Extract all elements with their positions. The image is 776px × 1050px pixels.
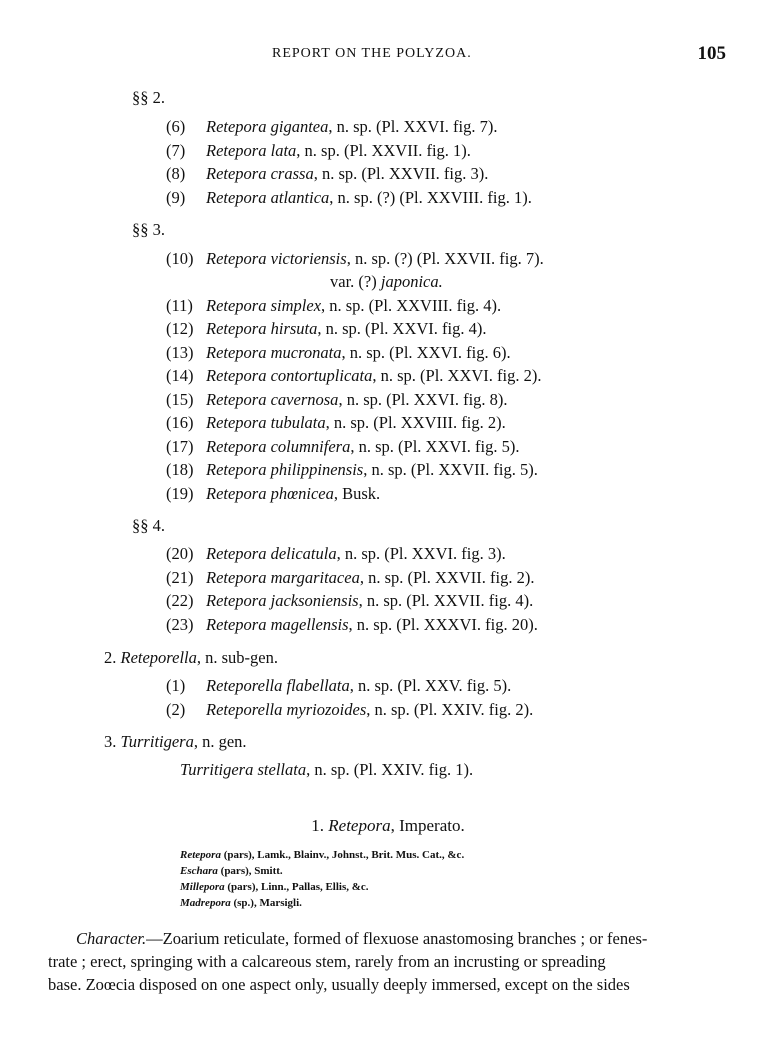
genus-heading: 3. Turritigera, n. gen. [104, 732, 247, 751]
species-entry: (10) Retepora victoriensis, n. sp. (?) (Pl. XXVII. fig. 7). [166, 249, 544, 268]
variety-line: var. (?) japonica. [330, 272, 443, 291]
section-mark: §§ 4. [132, 516, 165, 535]
synonym-line: Millepora (pars), Linn., Pallas, Ellis, &c. [180, 881, 369, 893]
synonym-line: Madrepora (sp.), Marsigli. [180, 897, 302, 909]
species-entry: (20) Retepora delicatula, n. sp. (Pl. XXVI. fig. 3). [166, 544, 506, 563]
species-entry: (15) Retepora cavernosa, n. sp. (Pl. XXVI. fig. 8). [166, 390, 508, 409]
species-entry: (17) Retepora columnifera, n. sp. (Pl. XXVI. fig. 5). [166, 437, 520, 456]
species-entry: (21) Retepora margaritacea, n. sp. (Pl. XXVII. fig. 2). [166, 568, 535, 587]
section-mark: §§ 2. [132, 88, 165, 107]
subgenus-heading: 2. Reteporella, n. sub-gen. [104, 648, 278, 667]
synonym-line: Eschara (pars), Smitt. [180, 865, 283, 877]
species-entry: (19) Retepora phœnicea, Busk. [166, 484, 381, 503]
running-title: REPORT ON THE POLYZOA. [272, 46, 472, 61]
genus-section-heading: 1. Retepora, Imperato. [311, 816, 465, 835]
character-line: Character.—Zoarium reticulate, formed of flexuose anastomosing branches ; or fenes- [76, 929, 648, 948]
section-mark: §§ 3. [132, 220, 165, 239]
species-entry: (9) Retepora atlantica, n. sp. (?) (Pl. XXVIII. fig. 1). [166, 188, 532, 207]
page-number: 105 [697, 43, 726, 64]
species-entry: (7) Retepora lata, n. sp. (Pl. XXVII. fig. 1). [166, 141, 471, 160]
species-entry: (8) Retepora crassa, n. sp. (Pl. XXVII. fig. 3). [166, 164, 489, 183]
species-entry: (23) Retepora magellensis, n. sp. (Pl. XXXVI. fig. 20). [166, 615, 538, 634]
species-entry: (6) Retepora gigantea, n. sp. (Pl. XXVI. fig. 7). [166, 117, 498, 136]
species-entry: (12) Retepora hirsuta, n. sp. (Pl. XXVI. fig. 4). [166, 319, 487, 338]
species-entry: (1) Reteporella flabellata, n. sp. (Pl. XXV. fig. 5). [166, 676, 512, 695]
synonym-line: Retepora (pars), Lamk., Blainv., Johnst., Brit. Mus. Cat., &c. [180, 849, 465, 861]
species-entry: (13) Retepora mucronata, n. sp. (Pl. XXVI. fig. 6). [166, 343, 511, 362]
species-entry: (18) Retepora philippinensis, n. sp. (Pl. XXVII. fig. 5). [166, 460, 538, 479]
species-entry: (16) Retepora tubulata, n. sp. (Pl. XXVIII. fig. 2). [166, 413, 506, 432]
running-header [0, 43, 776, 66]
species-entry: (14) Retepora contortuplicata, n. sp. (Pl. XXVI. fig. 2). [166, 366, 542, 385]
species-entry: (2) Reteporella myriozoides, n. sp. (Pl. XXIV. fig. 2). [166, 700, 534, 719]
character-label: Character. [76, 929, 147, 948]
character-line: base. Zoœcia disposed on one aspect only, usually deeply immersed, except on the sides [48, 975, 630, 994]
species-entry: (22) Retepora jacksoniensis, n. sp. (Pl. XXVII. fig. 4). [166, 591, 534, 610]
species-entry: Turritigera stellata, n. sp. (Pl. XXIV. fig. 1). [180, 760, 474, 779]
species-entry: (11) Retepora simplex, n. sp. (Pl. XXVIII. fig. 4). [166, 296, 502, 315]
character-line: trate ; erect, springing with a calcareous stem, rarely from an incrusting or spreading [48, 952, 606, 971]
